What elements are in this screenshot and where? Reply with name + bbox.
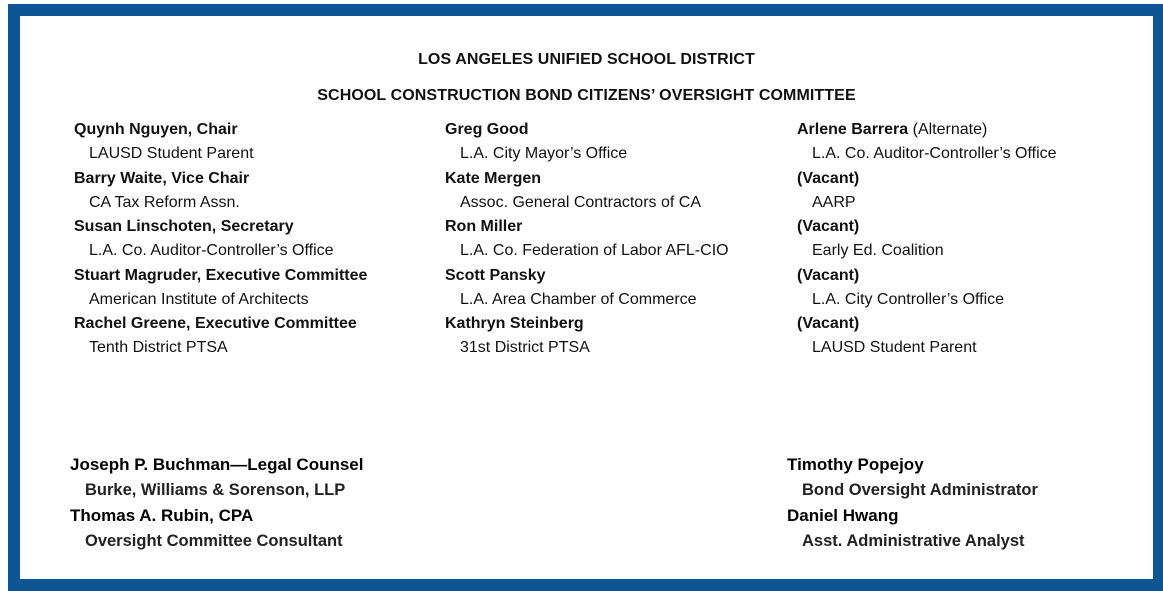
member-entry [445, 313, 729, 362]
member-entry [74, 216, 367, 265]
member-organization: L.A. Co. Federation of Labor AFL-CIO [460, 242, 729, 259]
member-organization: L.A. City Mayor’s Office [460, 145, 628, 162]
member-entry [445, 168, 729, 217]
member-organization: CA Tax Reform Assn. [89, 193, 240, 211]
member-entry [74, 119, 367, 168]
staff-entry [787, 504, 1038, 555]
members-column-1 [74, 119, 367, 362]
member-organization: AARP [812, 193, 856, 211]
staff-right [787, 453, 1038, 555]
member-entry [74, 313, 367, 362]
member-entry [797, 168, 1057, 217]
member-organization: Assoc. General Contractors of CA [460, 193, 701, 211]
member-note: (Alternate) [908, 121, 988, 138]
staff-role: Oversight Committee Consultant [85, 532, 343, 550]
member-entry [797, 265, 1057, 314]
staff-role: Asst. Administrative Analyst [802, 532, 1025, 550]
staff-entry [70, 504, 363, 555]
member-name: Kathryn Steinberg [445, 315, 584, 332]
member-organization: L.A. Co. Auditor-Controller’s Office [89, 242, 334, 259]
member-organization: L.A. Area Chamber of Commerce [460, 290, 697, 308]
document-frame [8, 4, 1163, 591]
member-organization: L.A. Co. Auditor-Controller’s Office [812, 145, 1057, 162]
member-name: (Vacant) [797, 315, 860, 332]
member-organization: Early Ed. Coalition [812, 242, 944, 259]
staff-entry [70, 453, 363, 504]
member-name: Kate Mergen [445, 169, 542, 187]
member-name: Arlene Barrera (Alternate) [797, 121, 988, 138]
staff-name: Thomas A. Rubin, CPA [70, 506, 254, 525]
member-name: Susan Linschoten, Secretary [74, 218, 294, 235]
staff-name: Joseph P. Buchman—Legal Counsel [70, 455, 364, 474]
member-name: Stuart Magruder, Executive Committee [74, 266, 368, 284]
member-name: Greg Good [445, 121, 529, 138]
members-column-3 [797, 119, 1057, 362]
staff-role: Burke, Williams & Sorenson, LLP [85, 481, 346, 499]
member-name: Barry Waite, Vice Chair [74, 169, 250, 187]
staff-left [70, 453, 363, 555]
district-title: LOS ANGELES UNIFIED SCHOOL DISTRICT [418, 51, 755, 68]
members-column-2 [445, 119, 729, 362]
member-entry [797, 119, 1057, 168]
member-name: (Vacant) [797, 169, 860, 187]
staff-entry [787, 453, 1038, 504]
member-name: Quynh Nguyen, Chair [74, 121, 238, 138]
member-name: (Vacant) [797, 218, 860, 235]
member-name: Scott Pansky [445, 266, 546, 284]
member-name: (Vacant) [797, 266, 860, 284]
member-entry [445, 216, 729, 265]
member-entry [74, 168, 367, 217]
member-entry [797, 313, 1057, 362]
staff-role: Bond Oversight Administrator [802, 481, 1038, 499]
member-organization: L.A. City Controller’s Office [812, 290, 1005, 308]
member-organization: Tenth District PTSA [89, 339, 228, 356]
committee-title: SCHOOL CONSTRUCTION BOND CITIZENS’ OVERSIGHT COMMITTEE [317, 87, 856, 104]
member-name: Rachel Greene, Executive Committee [74, 315, 357, 332]
member-name: Ron Miller [445, 218, 523, 235]
member-organization: LAUSD Student Parent [812, 339, 977, 356]
member-entry [74, 265, 367, 314]
member-entry [445, 265, 729, 314]
staff-name: Daniel Hwang [787, 506, 899, 525]
staff-name: Timothy Popejoy [787, 455, 924, 474]
member-organization: LAUSD Student Parent [89, 145, 254, 162]
member-entry [445, 119, 729, 168]
member-entry [797, 216, 1057, 265]
member-organization: American Institute of Architects [89, 290, 309, 308]
member-organization: 31st District PTSA [460, 339, 590, 356]
